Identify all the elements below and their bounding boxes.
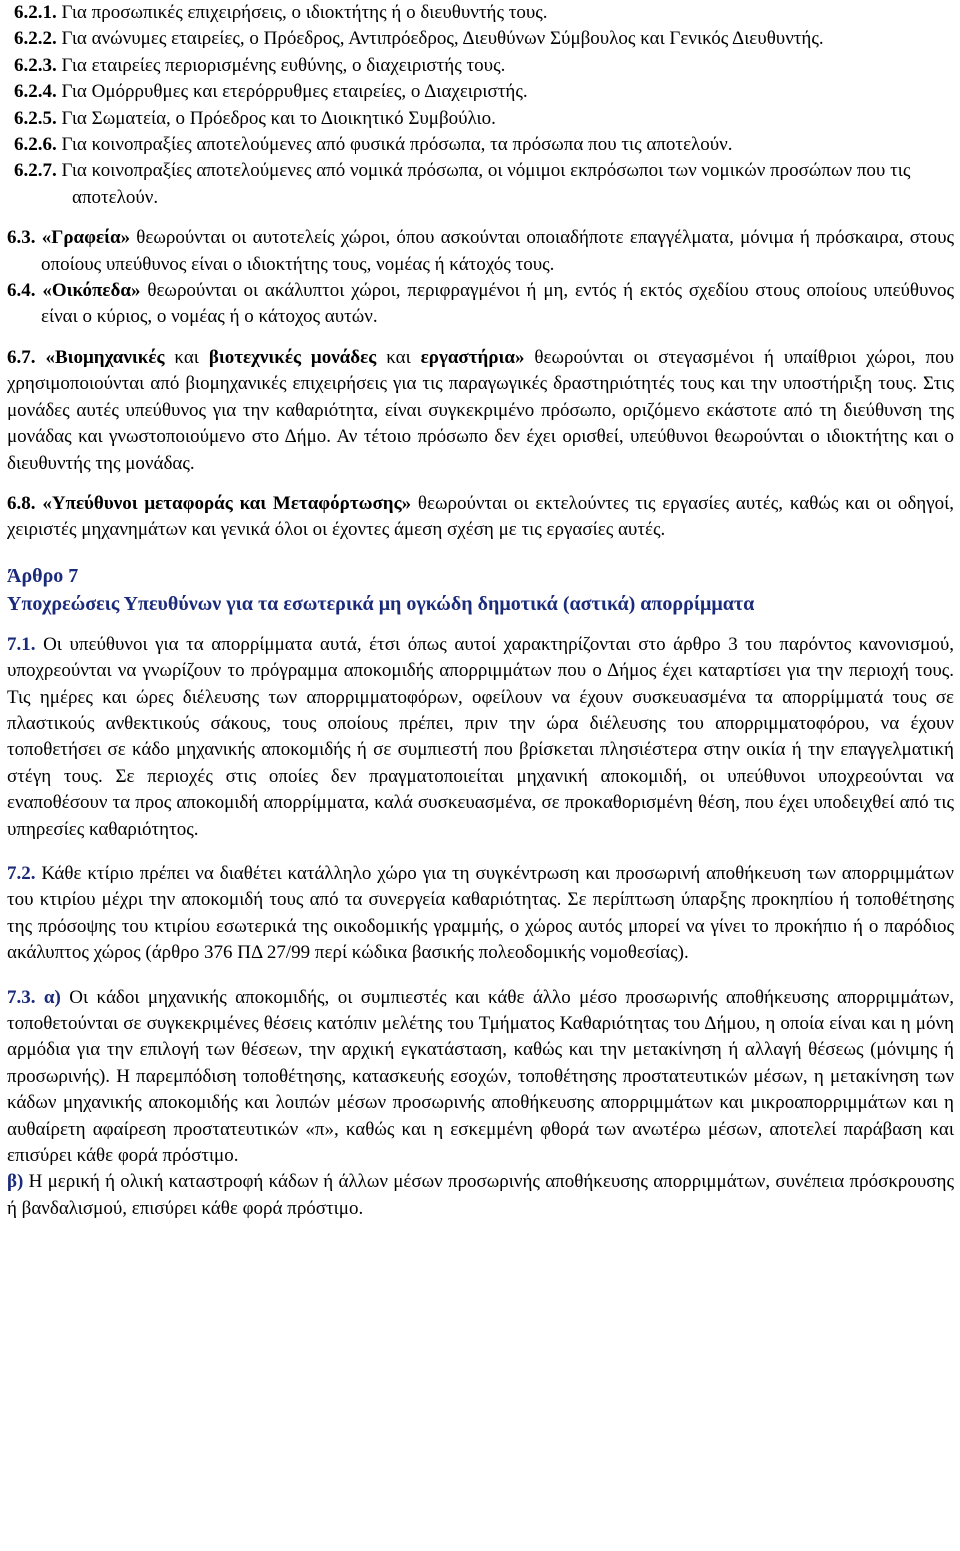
para-text: θεωρούνται οι στεγασμένοι ή υπαίθριοι χώροι, που χρησιμοποιούνται από βιομηχανικές επιχειρήσεις για τις παραγωγικές δραστηριότητές τους και την υποστήριξη τους. Στις μονάδες αυτές υπεύθυνος για την καθαριότητα, είναι συγκεκριμένο πρόσωπο, οριζόμενο εκάστοτε από τη διεύθυνση της μονάδας και γνωστοποιούμενο στο Δήμο. Αν τέτοιο πρόσωπο δεν έχει ορισθεί, υπεύθυνοι θεωρούνται ο ιδιοκτήτης και ο διευθυντής της μονάδας. [7,346,954,474]
paragraph-7-1 [7,632,954,843]
item-text: Για εταιρείες περιορισμένης ευθύνης, ο διαχειριστής τους. [56,54,506,76]
paragraph-6-7 [7,345,954,477]
item-number: 6.2.3. [14,54,57,76]
item-number: 6.2.5. [14,107,57,129]
paragraph-6-3 [7,225,954,278]
list-item [7,106,954,132]
item-text: Για ανώνυμες εταιρείες, ο Πρόεδρος, Αντιπρόεδρος, Διευθύνων Σύμβουλος και Γενικός Διευθυντής. [56,28,824,50]
list-item [7,158,954,211]
para-number: 7.2. [7,862,36,884]
list-item [7,79,954,105]
conjunction: και [164,346,209,368]
item-text: Για Σωματεία, ο Πρόεδρος και το Διοικητικό Συμβούλιο. [56,107,496,129]
article-subtitle: Υποχρεώσεις Υπευθύνων για τα εσωτερικά μη ογκώδη δημοτικά (αστικά) απορρίμματα [7,592,755,615]
defined-term: «Βιομηχανικές [45,346,165,368]
para-number: 6.8. [7,492,36,514]
para-number: 6.4. [7,280,36,302]
para-text: Η μερική ή ολική καταστροφή κάδων ή άλλων μέσων προσωρινής αποθήκευσης απορριμμάτων, συνέπεια πρόσκρουσης ή βανδαλισμού, επισύρει κάθε φορά πρόστιμο. [7,1171,954,1219]
item-text: Για προσωπικές επιχειρήσεις, ο ιδιοκτήτης ή ο διευθυντής τους. [56,2,548,23]
para-text: Οι κάδοι μηχανικής αποκομιδής, οι συμπιεστές και κάθε άλλο μέσο προσωρινής αποθήκευσης απορριμμάτων, τοποθετούνται σε συγκεκριμένες θέσεις κατόπιν μελέτης του Τμήματος Καθαριότητας του Δήμου, η οποία είναι και η μόνη αρμόδια για την επιλογή των θέσεων, την αρχική εγκατάσταση, καθώς και την μετακίνηση ή αλλαγή θέσεως (μόνιμης ή προσωρινής). Η παρεμπόδιση τοποθέτησης, κατασκευής εσοχών, τοποθέτησης προστατευτικών μέσων, η μετακίνηση των κάδων μηχανικής αποκομιδής και λοιπών μέσων προσωρινής αποθήκευσης απορριμμάτων και μικροαπορριμμάτων και η αυθαίρετη αφαίρεση προστατευτικών «π», καθώς και η εσκεμμένη φθορά των ανωτέρω μέσων, αποτελεί παράβαση και επισύρει κάθε φορά πρόστιμο. [7,986,954,1167]
paragraph-6-8 [7,491,954,544]
item-number: 6.2.6. [14,134,57,156]
list-item [7,26,954,52]
item-text: Για κοινοπραξίες αποτελούμενες από νομικά πρόσωπα, οι νόμιμοι εκπρόσωποι των νομικών προσώπων που τις αποτελούν. [56,160,911,208]
item-number: 6.2.2. [14,28,57,50]
defined-term: βιοτεχνικές μονάδες [208,346,377,368]
item-text: Για κοινοπραξίες αποτελούμενες από φυσικά πρόσωπα, τα πρόσωπα που τις αποτελούν. [56,134,733,156]
list-item [7,132,954,158]
subclause-label: α) [35,986,61,1008]
defined-term: εργαστήρια» [420,346,525,368]
item-number: 6.2.7. [14,160,57,182]
item-text: Για Ομόρρυθμες και ετερόρρυθμες εταιρείες, ο Διαχειριστής. [56,81,528,103]
paragraph-7-3 [7,985,954,1170]
defined-term: «Γραφεία» [41,227,131,249]
paragraph-7-3-b [7,1169,954,1222]
list-item [7,0,954,26]
list-item [7,53,954,79]
paragraph-6-4 [7,278,954,331]
item-number: 6.2.4. [14,81,57,103]
para-text: Οι υπεύθυνοι για τα απορρίμματα αυτά, έτσι όπως αυτοί χαρακτηρίζονται στο άρθρο 3 του παρόντος κανονισμού, υποχρεούνται να γνωρίζουν το πρόγραμμα αποκομιδής απορριμμάτων που ο Δήμος έχει καταρτίσει για την περιοχή τους. Τις ημέρες και ώρες διέλευσης των απορριμματοφόρων, οφείλουν να έχουν συσκευασμένα τα απορρίμματά τους σε πλαστικούς ανθεκτικούς σάκους, τους οποίους πρέπει, πριν την ώρα διέλευσης του απορριμματοφόρου, να έχουν τοποθετήσει σε κάδο μηχανικής αποκομιδής ή σε συμπιεστή που βρίσκεται πλησιέστερα στην οικία ή την επαγγελματική στέγη τους. Σε περιοχές στις οποίες δεν πραγματοποιείται μηχανική αποκομιδή, οι υπεύθυνοι υποχρεούνται να εναποθέσουν τα προς αποκομιδή απορρίμματα, καλά συσκευασμένα, σε προκαθορισμένη θέση, που έχει υποδειχθεί από τις υπηρεσίες καθαριότητος. [7,633,954,840]
para-text: θεωρούνται οι εκτελούντες τις εργασίες αυτές, καθώς και οι οδηγοί, χειριστές μηχανημάτων και γενικά όλοι οι έχοντες άμεση σχέση με τις εργασίες αυτές. [7,492,954,541]
para-number: 7.3. [7,986,36,1008]
conjunction: και [376,346,421,368]
defined-term: «Υπεύθυνοι μεταφοράς και Μεταφόρτωσης» [42,492,412,514]
paragraph-7-2 [7,861,954,967]
subclause-label: β) [7,1171,24,1193]
para-text: Κάθε κτίριο πρέπει να διαθέτει κατάλληλο χώρο για τη συγκέντρωση και προσωρινή αποθήκευση των απορριμμάτων του κτιρίου μέχρι την αποκομιδή τους από τα συνεργεία καθαριότητας. Σε περίπτωση ύπαρξης προκηπίου ή τοποθέτησης της πρόσοψης του κτιρίου εσωτερικά της οικοδομικής γραμμής, ο χώρος αυτός μπορεί να γίνει το προκήπιο ή ο παρόδιος ακάλυπτος χώρος (άρθρο 376 ΠΔ 27/99 περί κώδικα βασικής πολεοδομικής νομοθεσίας). [7,862,954,964]
para-number: 6.3. [7,227,36,249]
para-number: 7.1. [7,633,36,655]
sub-items-list [7,0,954,211]
para-text: θεωρούνται οι ακάλυπτοι χώροι, περιφραγμένοι ή μη, εντός ή εκτός σχεδίου στους οποίους υπεύθυνος είναι ο κύριος, ο νομέας ή ο κάτοχος αυτών. [41,280,954,328]
para-number: 6.7. [7,346,36,368]
item-number: 6.2.1. [14,2,57,23]
para-text: θεωρούνται οι αυτοτελείς χώροι, όπου ασκούνται οποιαδήποτε επαγγέλματα, μόνιμα ή πρόσκαιρα, στους οποίους υπεύθυνος είναι ο ιδιοκτήτης τους, νομέας ή κάτοχός τους. [41,227,955,275]
defined-term: «Οικόπεδα» [42,280,141,302]
article-title: Άρθρο 7 [7,564,79,587]
